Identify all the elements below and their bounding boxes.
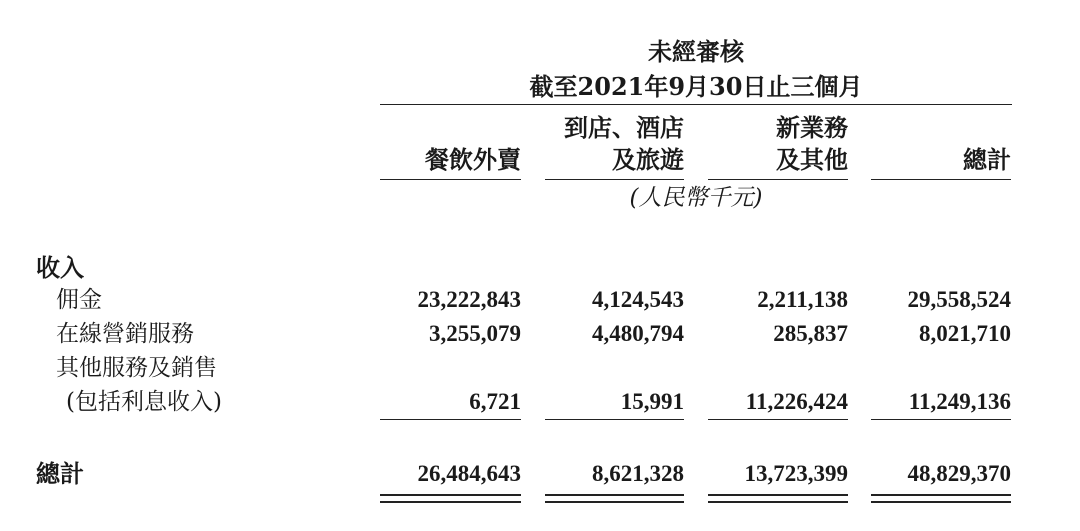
- double-rule: [545, 494, 684, 503]
- column-rule: [545, 179, 684, 180]
- table-cell: 8,021,710: [919, 321, 1011, 346]
- table-cell: 11,226,424: [745, 389, 848, 414]
- total-cell: 26,484,643: [417, 461, 521, 486]
- table-cell: 4,480,794: [592, 321, 684, 346]
- section-label-revenue: 收入: [36, 253, 84, 282]
- total-cell: 13,723,399: [744, 461, 848, 486]
- column-rule: [871, 179, 1011, 180]
- table-cell: 3,255,079: [429, 321, 521, 346]
- total-cell: 48,829,370: [907, 461, 1011, 486]
- column-rule: [708, 179, 848, 180]
- double-rule: [708, 494, 848, 503]
- table-cell: 11,249,136: [908, 389, 1011, 414]
- column-header-food-delivery: 餐飲外賣: [425, 145, 521, 174]
- header-audit-status: 未經審核: [648, 37, 744, 66]
- column-header-new-initiatives: 新業務 及其他: [776, 113, 848, 174]
- row-label-other-services: 其他服務及銷售: [56, 355, 217, 381]
- subtotal-rule: [545, 419, 684, 420]
- row-label-including-interest: (包括利息收入): [66, 389, 222, 415]
- row-label-commission: 佣金: [56, 287, 102, 313]
- table-cell: 2,211,138: [757, 287, 848, 312]
- row-label-total: 總計: [36, 459, 84, 488]
- table-cell: 6,721: [469, 389, 521, 414]
- column-header-in-store-hotel-travel: 到店、酒店 及旅遊: [564, 113, 684, 174]
- table-cell: 23,222,843: [417, 287, 521, 312]
- subtotal-rule: [380, 419, 521, 420]
- double-rule: [380, 494, 521, 503]
- column-rule: [380, 179, 521, 180]
- subtotal-rule: [708, 419, 848, 420]
- double-rule: [871, 494, 1011, 503]
- total-cell: 8,621,328: [592, 461, 684, 486]
- unit-label: (人民幣千元): [629, 185, 763, 211]
- table-cell: 15,991: [620, 389, 684, 414]
- subtotal-rule: [871, 419, 1011, 420]
- row-label-online-marketing: 在線營銷服務: [56, 321, 194, 347]
- column-header-total: 總計: [963, 145, 1011, 174]
- header-rule: [380, 104, 1012, 105]
- table-cell: 285,837: [773, 321, 848, 346]
- header-period: 截至2021年9月30日止三個月: [529, 72, 863, 101]
- table-cell: 29,558,524: [907, 287, 1011, 312]
- table-cell: 4,124,543: [592, 287, 684, 312]
